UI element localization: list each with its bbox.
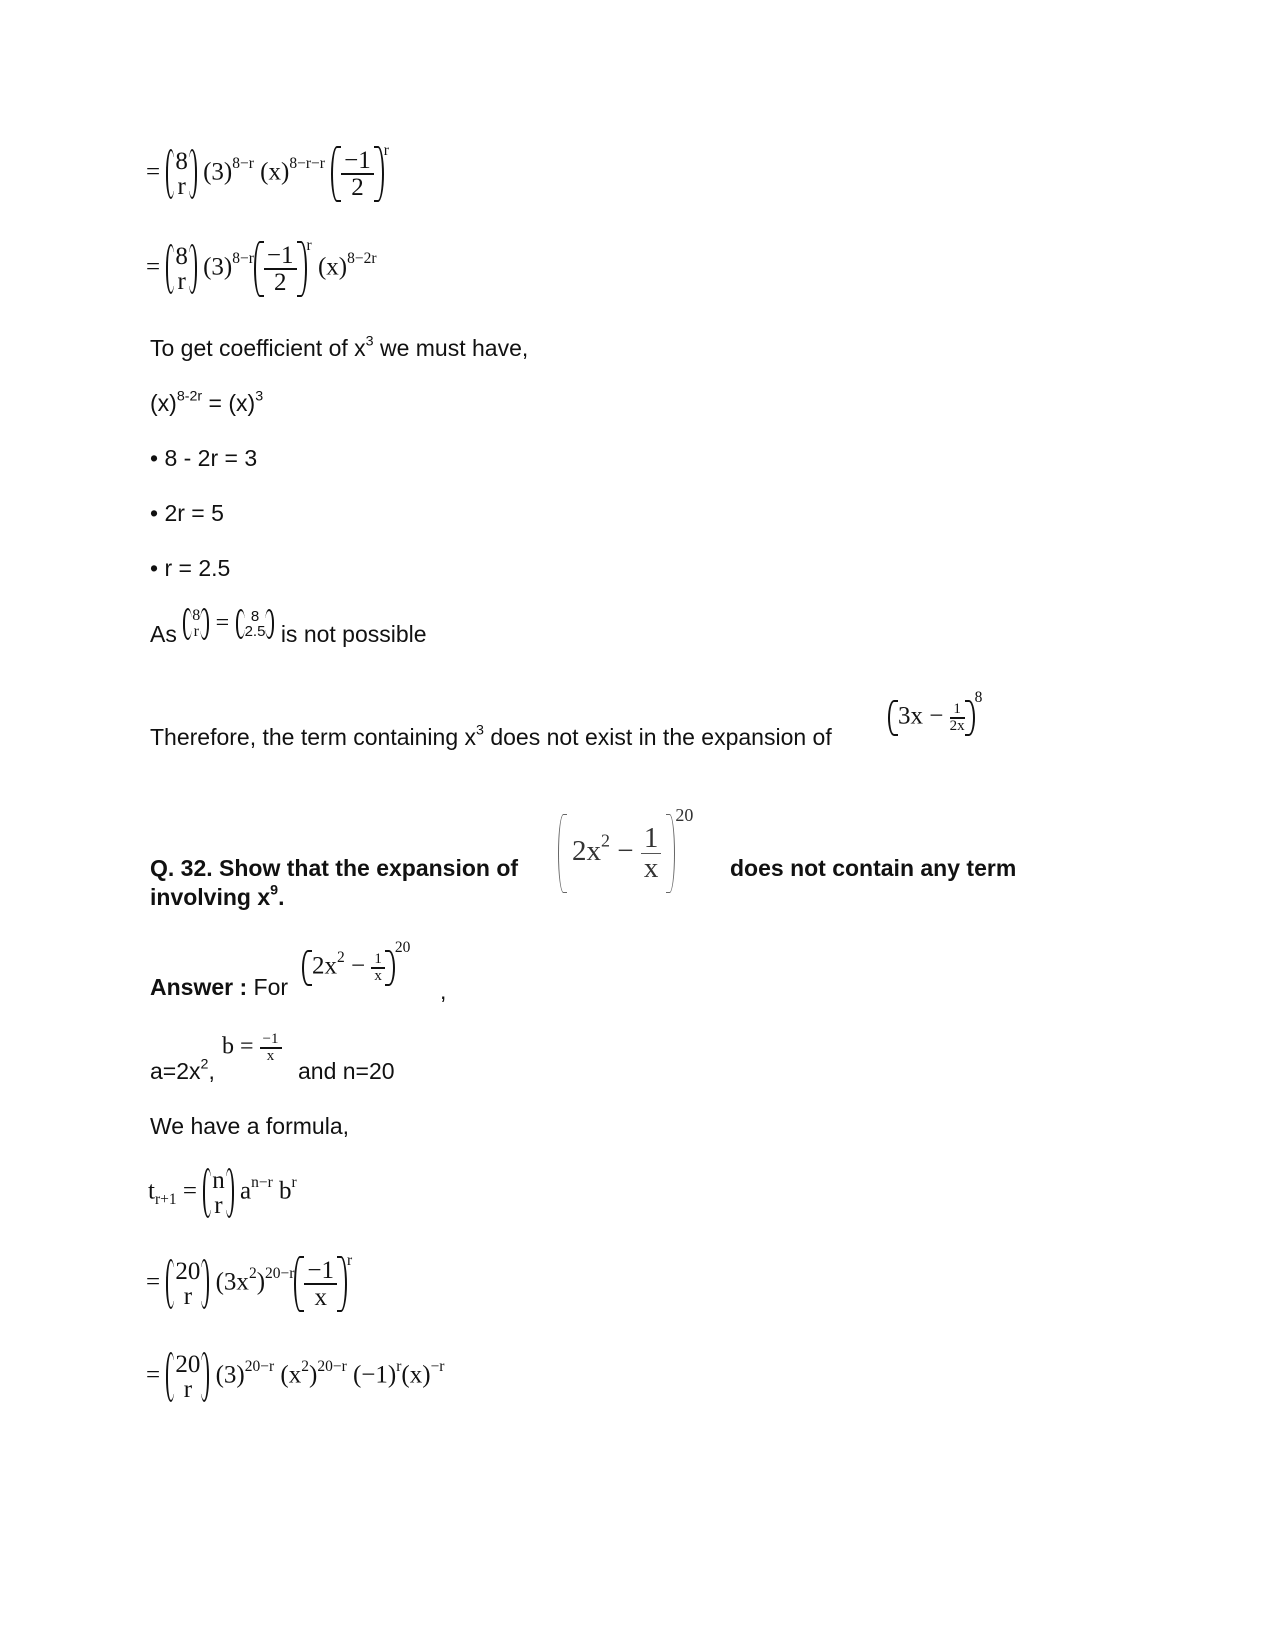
answer-comma: , [440, 978, 447, 1004]
as-statement: As 8 r = 8 2.5 is not possible [150, 607, 427, 648]
question-32-line-1: Q. 32. Show that the expansion of [150, 855, 519, 881]
binomial-coefficient: 8 r [166, 149, 197, 199]
answer-expression: $2x^2$ − $\frac{1}{x}$ $^{20}$ [302, 948, 410, 984]
a-b-n-line: $a=2x^2$, [150, 1056, 215, 1084]
x-power-equation: $(x)^{8-2r} = (x)^3$ [150, 388, 264, 416]
question-32-line-1b: does not contain any term [730, 855, 1017, 881]
b-value: b = $\frac{-1}{x}$ [222, 1032, 282, 1064]
bullet-step-3: • r = 2.5 [150, 555, 231, 581]
coefficient-text: To get coefficient of $x^3$ we must have, [150, 333, 529, 361]
binomial-8-r: 8 r [183, 608, 209, 640]
formula-intro: We have a formula, [150, 1113, 350, 1139]
general-term-formula: $t_{r+1}$ = n r $a^{n-r}$ $b^r$ [148, 1167, 297, 1219]
equation-line-3: = 20 r $(3x^2)^{20-r}$ $\frac{-1}{x}$ $^r$ [146, 1251, 353, 1311]
equation-line-2: = 8 r $(3)^{8-r}$ $\frac{-1}{2}$ $^r$ $(x)^{8-2r}$ [146, 236, 377, 296]
question-32-line-2: involving $x^9$. [150, 882, 285, 910]
binomial-coefficient: 8 r [166, 244, 197, 294]
n-value: and n=20 [298, 1058, 395, 1084]
answer-line: Answer : For [150, 974, 289, 1000]
fraction-group: $\frac{-1}{2}$ [331, 148, 384, 200]
therefore-text: Therefore, the term containing $x^3$ does not exist in the expansion of [150, 722, 832, 750]
question-expression: $2x^2$ − $\frac{1}{x}$ $^{20}$ [558, 815, 693, 891]
bullet-step-1: • 8 - 2r = 3 [150, 445, 258, 471]
equation-line-1: = 8 r $(3)^{8-r}$ $(x)^{8-r-r}$ $\frac{-1}{2}$ $^r$ [146, 141, 389, 201]
binomial-8-2-5: 8 2.5 [236, 609, 275, 639]
expansion-expression-3x: 3x − $\frac{1}{2x}$ $^8$ [888, 698, 982, 734]
equation-line-4: = 20 r $(3)^{20-r}$ $(x^2)^{20-r}$ $(-1)^r(x)^{-r}$ [146, 1351, 445, 1403]
equals-sign: = [146, 158, 161, 186]
bullet-step-2: • 2r = 5 [150, 500, 224, 526]
